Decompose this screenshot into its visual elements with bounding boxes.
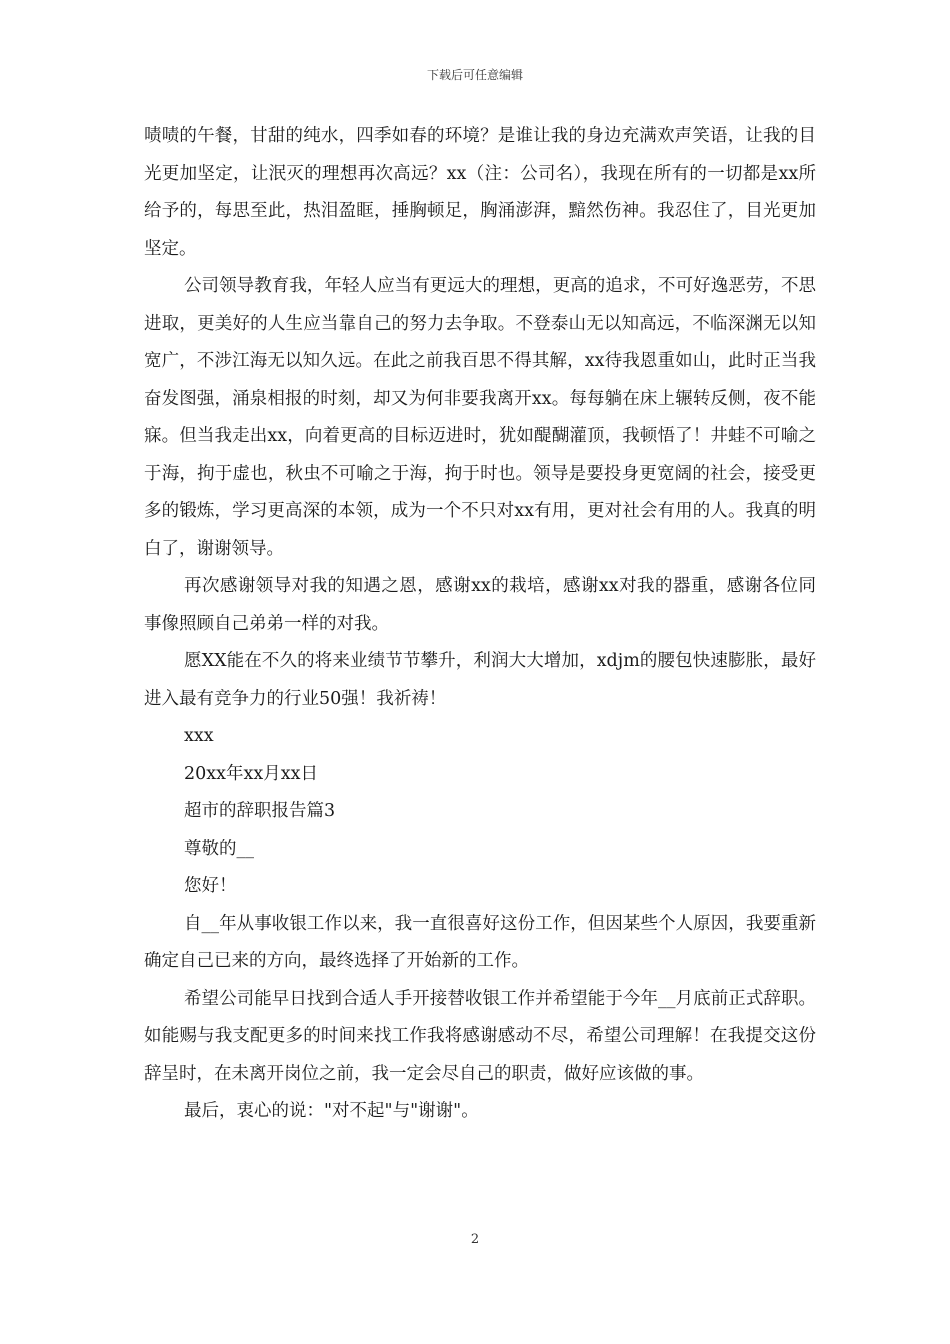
paragraph: 自__年从事收银工作以来，我一直很喜好这份工作，但因某些个人原因，我要重新确定自己已来的方向，最终选择了开始新的工作。 — [144, 913, 816, 971]
paragraph: 再次感谢领导对我的知遇之恩，感谢xx的栽培，感谢xx对我的器重，感谢各位同事像照顾自己弟弟一样的对我。 — [144, 576, 816, 634]
paragraph: 啧啧的午餐，甘甜的纯水，四季如春的环境？是谁让我的身边充满欢声笑语，让我的目光更加坚定，让泯灭的理想再次高远？xx（注：公司名），我现在所有的一切都是xx所给予的，每思至此，热泪盈眶，捶胸顿足，胸涌澎湃，黯然伤神。我忍住了，目光更加坚定。 — [144, 126, 816, 259]
salutation: 尊敬的__ — [184, 838, 254, 859]
page-number: 2 — [470, 1232, 480, 1247]
page-header-note: 下载后可任意编辑 — [426, 68, 523, 82]
section-title: 超市的辞职报告篇3 — [184, 801, 336, 821]
paragraph: 希望公司能早日找到合适人手开接替收银工作并希望能于今年__月底前正式辞职。如能赐与我支配更多的时间来找工作我将感谢感动不尽，希望公司理解！在我提交这份辞呈时，在未离开岗位之前，我一定会尽自己的职责，做好应该做的事。 — [144, 988, 816, 1084]
paragraph: 愿XX能在不久的将来业绩节节攀升，利润大大增加，xdjm的腰包快速膨胀，最好进入最有竞争力的行业50强！我祈祷！ — [144, 651, 816, 709]
signature-date: 20xx年xx月xx日 — [184, 763, 318, 784]
document-body — [144, 118, 816, 1131]
greeting: 您好！ — [184, 876, 237, 896]
signature-name: xxx — [184, 726, 214, 746]
paragraph: 最后，衷心的说："对不起"与"谢谢"。 — [184, 1101, 479, 1121]
paragraph: 公司领导教育我，年轻人应当有更远大的理想，更高的追求，不可好逸恶劳，不思进取，更美好的人生应当靠自己的努力去争取。不登泰山无以知高远，不临深渊无以知宽广，不涉江海无以知久远。在此之前我百思不得其解，xx待我恩重如山，此时正当我奋发图强，涌泉相报的时刻，却又为何非要我离开xx。每每躺在床上辗转反侧，夜不能寐。但当我走出xx，向着更高的目标迈进时，犹如醍醐灌顶，我顿悟了！井蛙不可喻之于海，拘于虚也，秋虫不可喻之于海，拘于时也。领导是要投身更宽阔的社会，接受更多的锻炼，学习更高深的本领，成为一个不只对xx有用，更对社会有用的人。我真的明白了，谢谢领导。 — [144, 276, 816, 559]
